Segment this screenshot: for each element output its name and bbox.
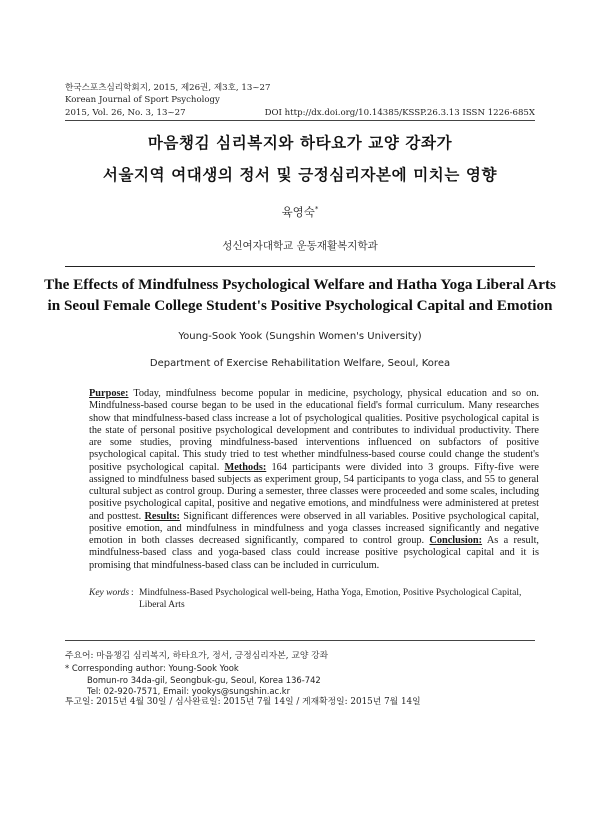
header-divider (65, 120, 535, 121)
keywords-label: Key words (89, 588, 130, 598)
corresponding-author-footnote: * Corresponding author: Young-Sook Yook (65, 663, 239, 673)
english-title-line1: The Effects of Mindfulness Psychological Welfare and Hatha Yoga Liberal Arts (44, 276, 556, 293)
submission-dates: 투고일: 2015년 4월 30일 / 심사완료일: 2015년 7월 14일 / 게재확정일: 2015년 7월 14일 (65, 697, 421, 707)
doi-issn: DOI http://dx.doi.org/10.14385/KSSP.26.3.13 ISSN 1226-685X (264, 108, 535, 118)
keywords-text: Mindfulness-Based Psychological well-being, Hatha Yoga, Emotion, Positive Psychological Capital, Liberal Arts (139, 588, 522, 610)
purpose-label: Purpose: (89, 388, 129, 399)
corresponding-author-mark: * (314, 205, 319, 214)
korean-author-name: 육영숙 (281, 205, 315, 219)
purpose-text: Today, mindfulness become popular in medicine, psychology, physical education and so on. Mindfulness-based course began to be used in the educational field's formal curriculum. Many researches show that mindfulness-based class increase a lot of psychological qualities. Positive psychological capital is the state of personal positive psychological development and contributes to individual productivity. There are some studies, proving mindfulness-based interventions influenced on subfactors of positive psychological capital. This study tried to test whether mindfulness-based course could change the student's positive psychological capital. (89, 388, 539, 473)
conclusion-text: As a result, mindfulness-based class and yoga-based class could increase positive psychological capital and it is promising that mindfulness-based class can be included in curriculum. (89, 535, 540, 571)
methods-text: 164 participants were divided into 3 groups. Fifty-five were assigned to mindfulness based subjects as experiment group, 54 participants to yoga class, and 55 to general cultural subject as control group. During a semester, three classes were proceeded and some scales, including positive psychological capital, positive and negative emotions, and mindfulness were administered at pretest and posttest. (89, 461, 539, 522)
journal-header-korean: 한국스포츠심리학회지, 2015, 제26권, 제3호, 13~27 (65, 83, 271, 93)
keywords (89, 587, 539, 611)
results-label: Results: (144, 510, 180, 522)
abstract (89, 388, 539, 572)
author-contact: Tel: 02-920-7571, Email: yookys@sungshin.ac.kr (87, 686, 291, 696)
section-divider (65, 266, 535, 267)
korean-author (0, 204, 600, 220)
english-author: Young-Sook Yook (Sungshin Women's University) (178, 331, 422, 342)
author-address: Bomun-ro 34da-gil, Seongbuk-gu, Seoul, Korea 136-742 (87, 675, 321, 685)
journal-header-english: Korean Journal of Sport Psychology (65, 95, 220, 105)
korean-title-line1: 마음챙김 심리복지와 하타요가 교양 강좌가 (147, 134, 453, 152)
english-affiliation: Department of Exercise Rehabilitation Welfare, Seoul, Korea (149, 358, 451, 369)
methods-label: Methods: (224, 461, 267, 473)
korean-keywords-footnote: 주요어: 마음챙김 심리복지, 하타요가, 정서, 긍정심리자본, 교양 강좌 (65, 651, 329, 661)
korean-title-line2: 서울지역 여대생의 정서 및 긍정심리자본에 미치는 영향 (102, 166, 498, 184)
english-title-line2: in Seoul Female College Student's Positive Psychological Capital and Emotion (47, 297, 553, 314)
results-text: Significant differences were observed in all variables. Positive psychological capital, positive emotion, and mindfulness in mindfulness and yoga classes increased significantly and negative emotion in both classes decreased significantly, compared to control group. (89, 510, 539, 546)
footnote-divider (65, 640, 535, 641)
keywords-separator: : (131, 588, 134, 598)
korean-affiliation: 성신여자대학교 운동재활복지학과 (222, 240, 378, 252)
journal-volume-line: 2015, Vol. 26, No. 3, 13~27 (65, 108, 186, 118)
conclusion-label: Conclusion: (429, 535, 483, 546)
